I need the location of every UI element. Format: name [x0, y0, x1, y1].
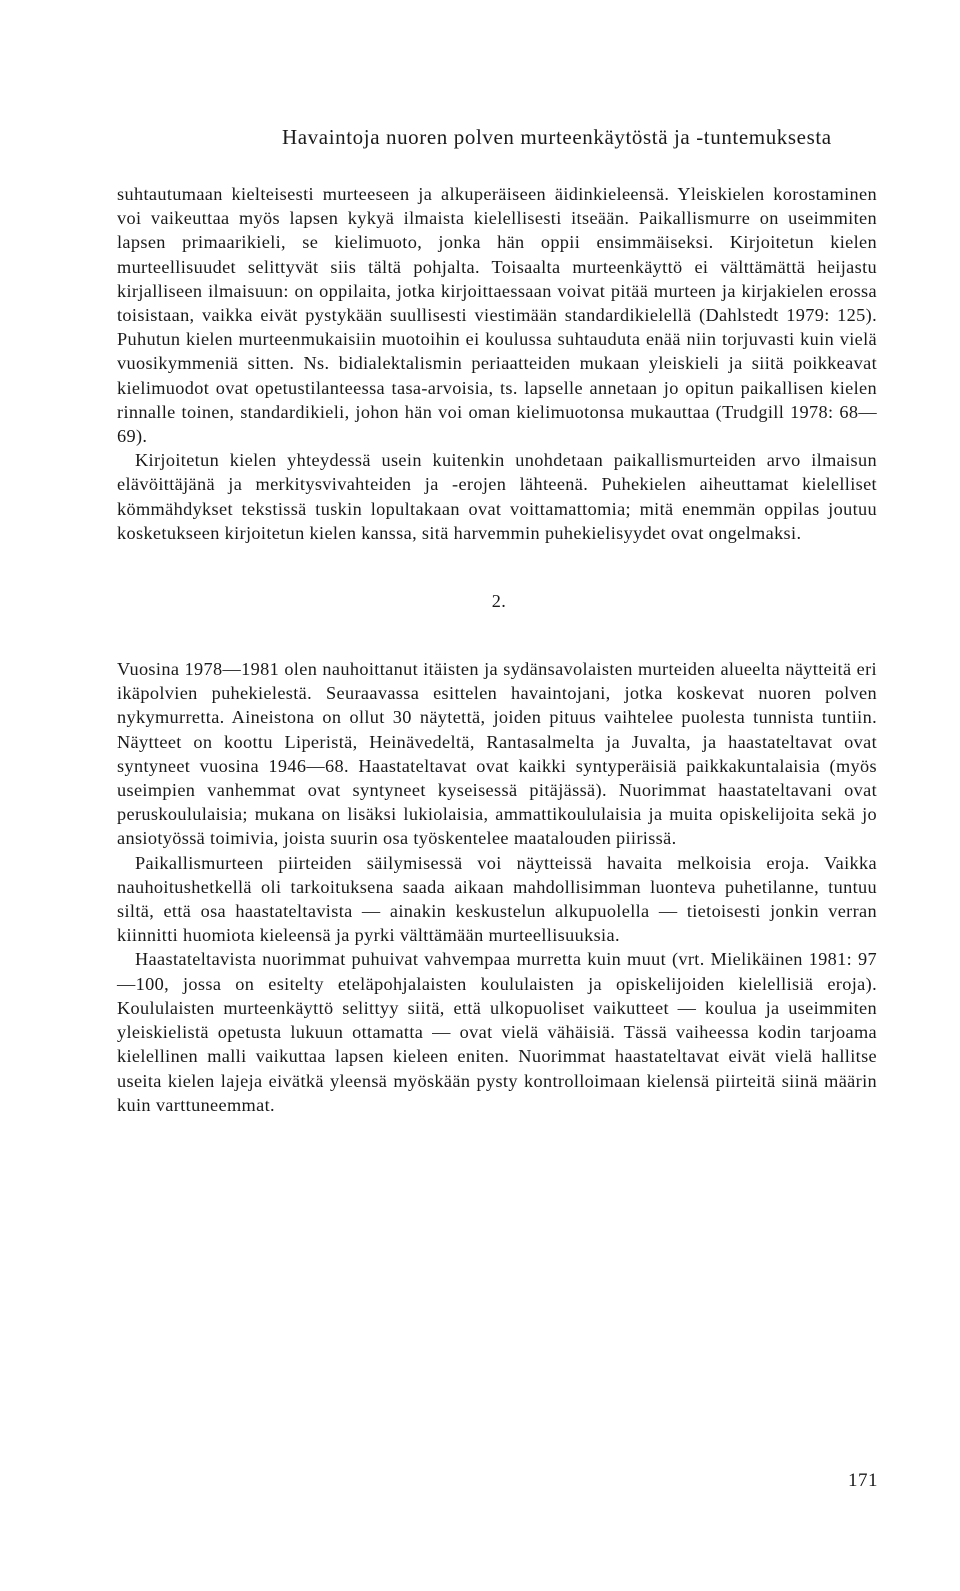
section-number: 2.	[491, 591, 507, 612]
paragraph-1: suhtautumaan kielteisesti murteeseen ja alkuperäiseen äidinkieleensä. Yleiskielen korostaminen voi vaikeuttaa myös lapsen kykyä ilmaista kielellisesti itseään. Paikallismurre on useimmiten lapsen primaarikieli, se kielimuoto, jonka hän oppii ensimmäiseksi. Kirjoitetun kielen murteellisuudet selittyvät siis tältä pohjalta. Toisaalta murteenkäyttö ei välttämättä heijastu kirjalliseen ilmaisuun: on oppilaita, jotka kirjoittaessaan voivat pitää murteen ja kirjakielen erossa toisistaan, vaikka eivät pystykään suullisesti viestimään standardikielellä (Dahlstedt 1979: 125). Puhutun kielen murteenmukaisiin muotoihin ei koulussa suhtauduta enää niin torjuvasti kuin vielä vuosikymmeniä sitten. Ns. bidialektalismin periaatteiden mukaan yleiskieli ja siitä poikkeavat kielimuodot ovat opetustilanteessa tasa-arvoisia, ts. lapselle annetaan jo opitun paikallisen kielen rinnalle toinen, standardikieli, johon hän voi oman kielimuotonsa mukauttaa (Trudgill 1978: 68—69).	[117, 184, 877, 447]
body-text	[117, 182, 877, 1117]
paragraph-4: Paikallismurteen piirteiden säilymisessä voi näytteissä havaita melkoisia eroja. Vaikka nauhoitushetkellä oli tarkoituksena saada aikaan mahdollisimman luonteva puhetilanne, tuntuu siltä, että osa haastateltavista — ainakin keskustelun alkupuolella — tietoisesti jonkin verran kiinnitti huomiota kieleensä ja pyrki välttämään murteellisuuksia.	[117, 852, 877, 946]
page-number: 171	[848, 1470, 878, 1491]
paragraph-3: Vuosina 1978—1981 olen nauhoittanut itäisten ja sydänsavolaisten murteiden alueelta näytteitä eri ikäpolvien puhekielestä. Seuraavassa esittelen havaintojani, jotka koskevat nuoren polven nykymurretta. Aineistona on ollut 30 näytettä, joiden pituus vaihtelee puolesta tunnista tuntiin. Näytteet on koottu Liperistä, Heinävedeltä, Rantasalmelta ja Juvalta, ja haastateltavat ovat syntyneet vuosina 1946—68. Haastateltavat ovat kaikki syntyperäisiä paikkakuntalaisia (myös useimpien vanhemmat ovat syntyneet kyseisessä pitäjässä). Nuorimmat haastateltavani ovat peruskoululaisia; mukana on lisäksi lukiolaisia, ammattikoululaisia ja muita opiskelijoita sekä jo ansiotyössä toimivia, joista suurin osa työskentelee maatalouden piirissä.	[117, 659, 877, 849]
paragraph-2: Kirjoitetun kielen yhteydessä usein kuitenkin unohdetaan paikallismurteiden arvo ilmaisun elävöittäjänä ja merkitysvivahteiden ja -erojen lähteenä. Puhekielen aiheuttamat kielelliset kömmähdykset tekstissä tuskin lopultakaan ovat voittamattomia; mitä enemmän oppilas joutuu kosketukseen kirjoitetun kielen kanssa, sitä harvemmin puhekielisyydet ovat ongelmaksi.	[117, 450, 877, 543]
paragraph-5: Haastateltavista nuorimmat puhuivat vahvempaa murretta kuin muut (vrt. Mielikäinen 1981: 97—100, jossa on esitelty eteläpohjalaisten koululaisten ja opiskelijoiden kielellisiä eroja). Koululaisten murteenkäyttö selittyy siitä, että ulkopuoliset vaikutteet — koulua ja useimmiten yleiskielistä opetusta lukuun ottamatta — ovat vielä vähäisiä. Tässä vaiheessa kodin tarjoama kielellinen malli vaikuttaa lapsen kieleen eniten. Nuorimmat haastateltavat eivät vielä hallitse useita kielen lajeja eivätkä yleensä myöskään pysty kontrolloimaan kielensä piirteitä siinä määrin kuin varttuneemmat.	[117, 949, 877, 1115]
running-head: Havaintoja nuoren polven murteenkäytöstä ja -tuntemuksesta	[282, 125, 832, 149]
